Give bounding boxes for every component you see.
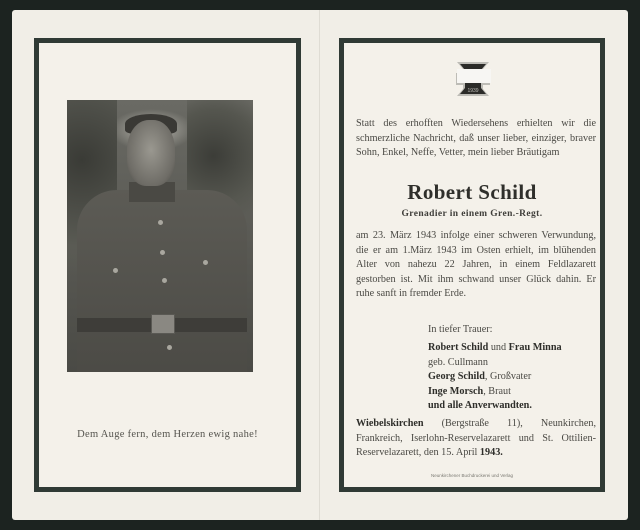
photo-button <box>167 345 172 350</box>
emblem-cover-patch <box>457 69 491 83</box>
printer-imprint: Neunkirchener Buchdruckerei und Verlag <box>430 473 514 478</box>
deceased-rank: Grenadier in einem Gren.-Regt. <box>401 209 543 219</box>
right-panel <box>339 38 605 492</box>
intro-text: Statt des erhofften Wiedersehens erhielten wir die schmerzliche Nachricht, daß unser lieber, einziger, braver Sohn, Enkel, Neffe, Vetter, mein lieber Bräutigam <box>356 118 596 159</box>
mourner-row: Georg Schild, Großvater <box>428 371 532 383</box>
card-fold <box>319 10 320 520</box>
closing-year: 1943. <box>479 447 503 459</box>
photo-belt-buckle <box>151 314 175 334</box>
closing-place: Wiebelskirchen <box>356 418 424 429</box>
mourner-list <box>428 341 600 414</box>
mourner-row: und alle Anverwandten. <box>428 400 532 412</box>
mourner-row: Inge Morsch, Braut <box>428 385 511 397</box>
death-details-text: am 23. März 1943 infolge einer schweren Verwundung, die er am 1.März 1943 im Osten erhielt, im blühenden Alter von nahezu 22 Jahren, in einem Feldlazarett gestorben ist. Mit ihm schwand unser Glück dahin. Er ruhe sanft in fremder Erde. <box>356 230 596 300</box>
mourner-row: Robert Schild und Frau Minna <box>428 342 562 353</box>
closing-details: (Bergstraße 11), Neunkirchen, Frankreich, Iserlohn-Reservelazarett und St. Ottilien-Reservelazarett, den 15. April <box>356 418 596 459</box>
closing-text <box>356 417 596 461</box>
photo-button <box>203 260 208 265</box>
memorial-caption: Dem Auge fern, dem Herzen ewig nahe! <box>77 429 258 440</box>
photo-button <box>160 250 165 255</box>
soldier-photo <box>67 100 253 372</box>
iron-cross-icon <box>453 59 493 99</box>
mourning-heading: In tiefer Trauer: <box>428 324 493 335</box>
death-notice-card <box>12 10 628 520</box>
left-panel <box>34 38 301 492</box>
deceased-name: Robert Schild <box>407 180 537 204</box>
photo-button <box>158 220 163 225</box>
photo-face <box>127 120 175 186</box>
svg-text:1939: 1939 <box>467 88 479 94</box>
photo-button <box>113 268 118 273</box>
photo-button <box>162 278 167 283</box>
mourner-row: geb. Cullmann <box>428 356 488 368</box>
